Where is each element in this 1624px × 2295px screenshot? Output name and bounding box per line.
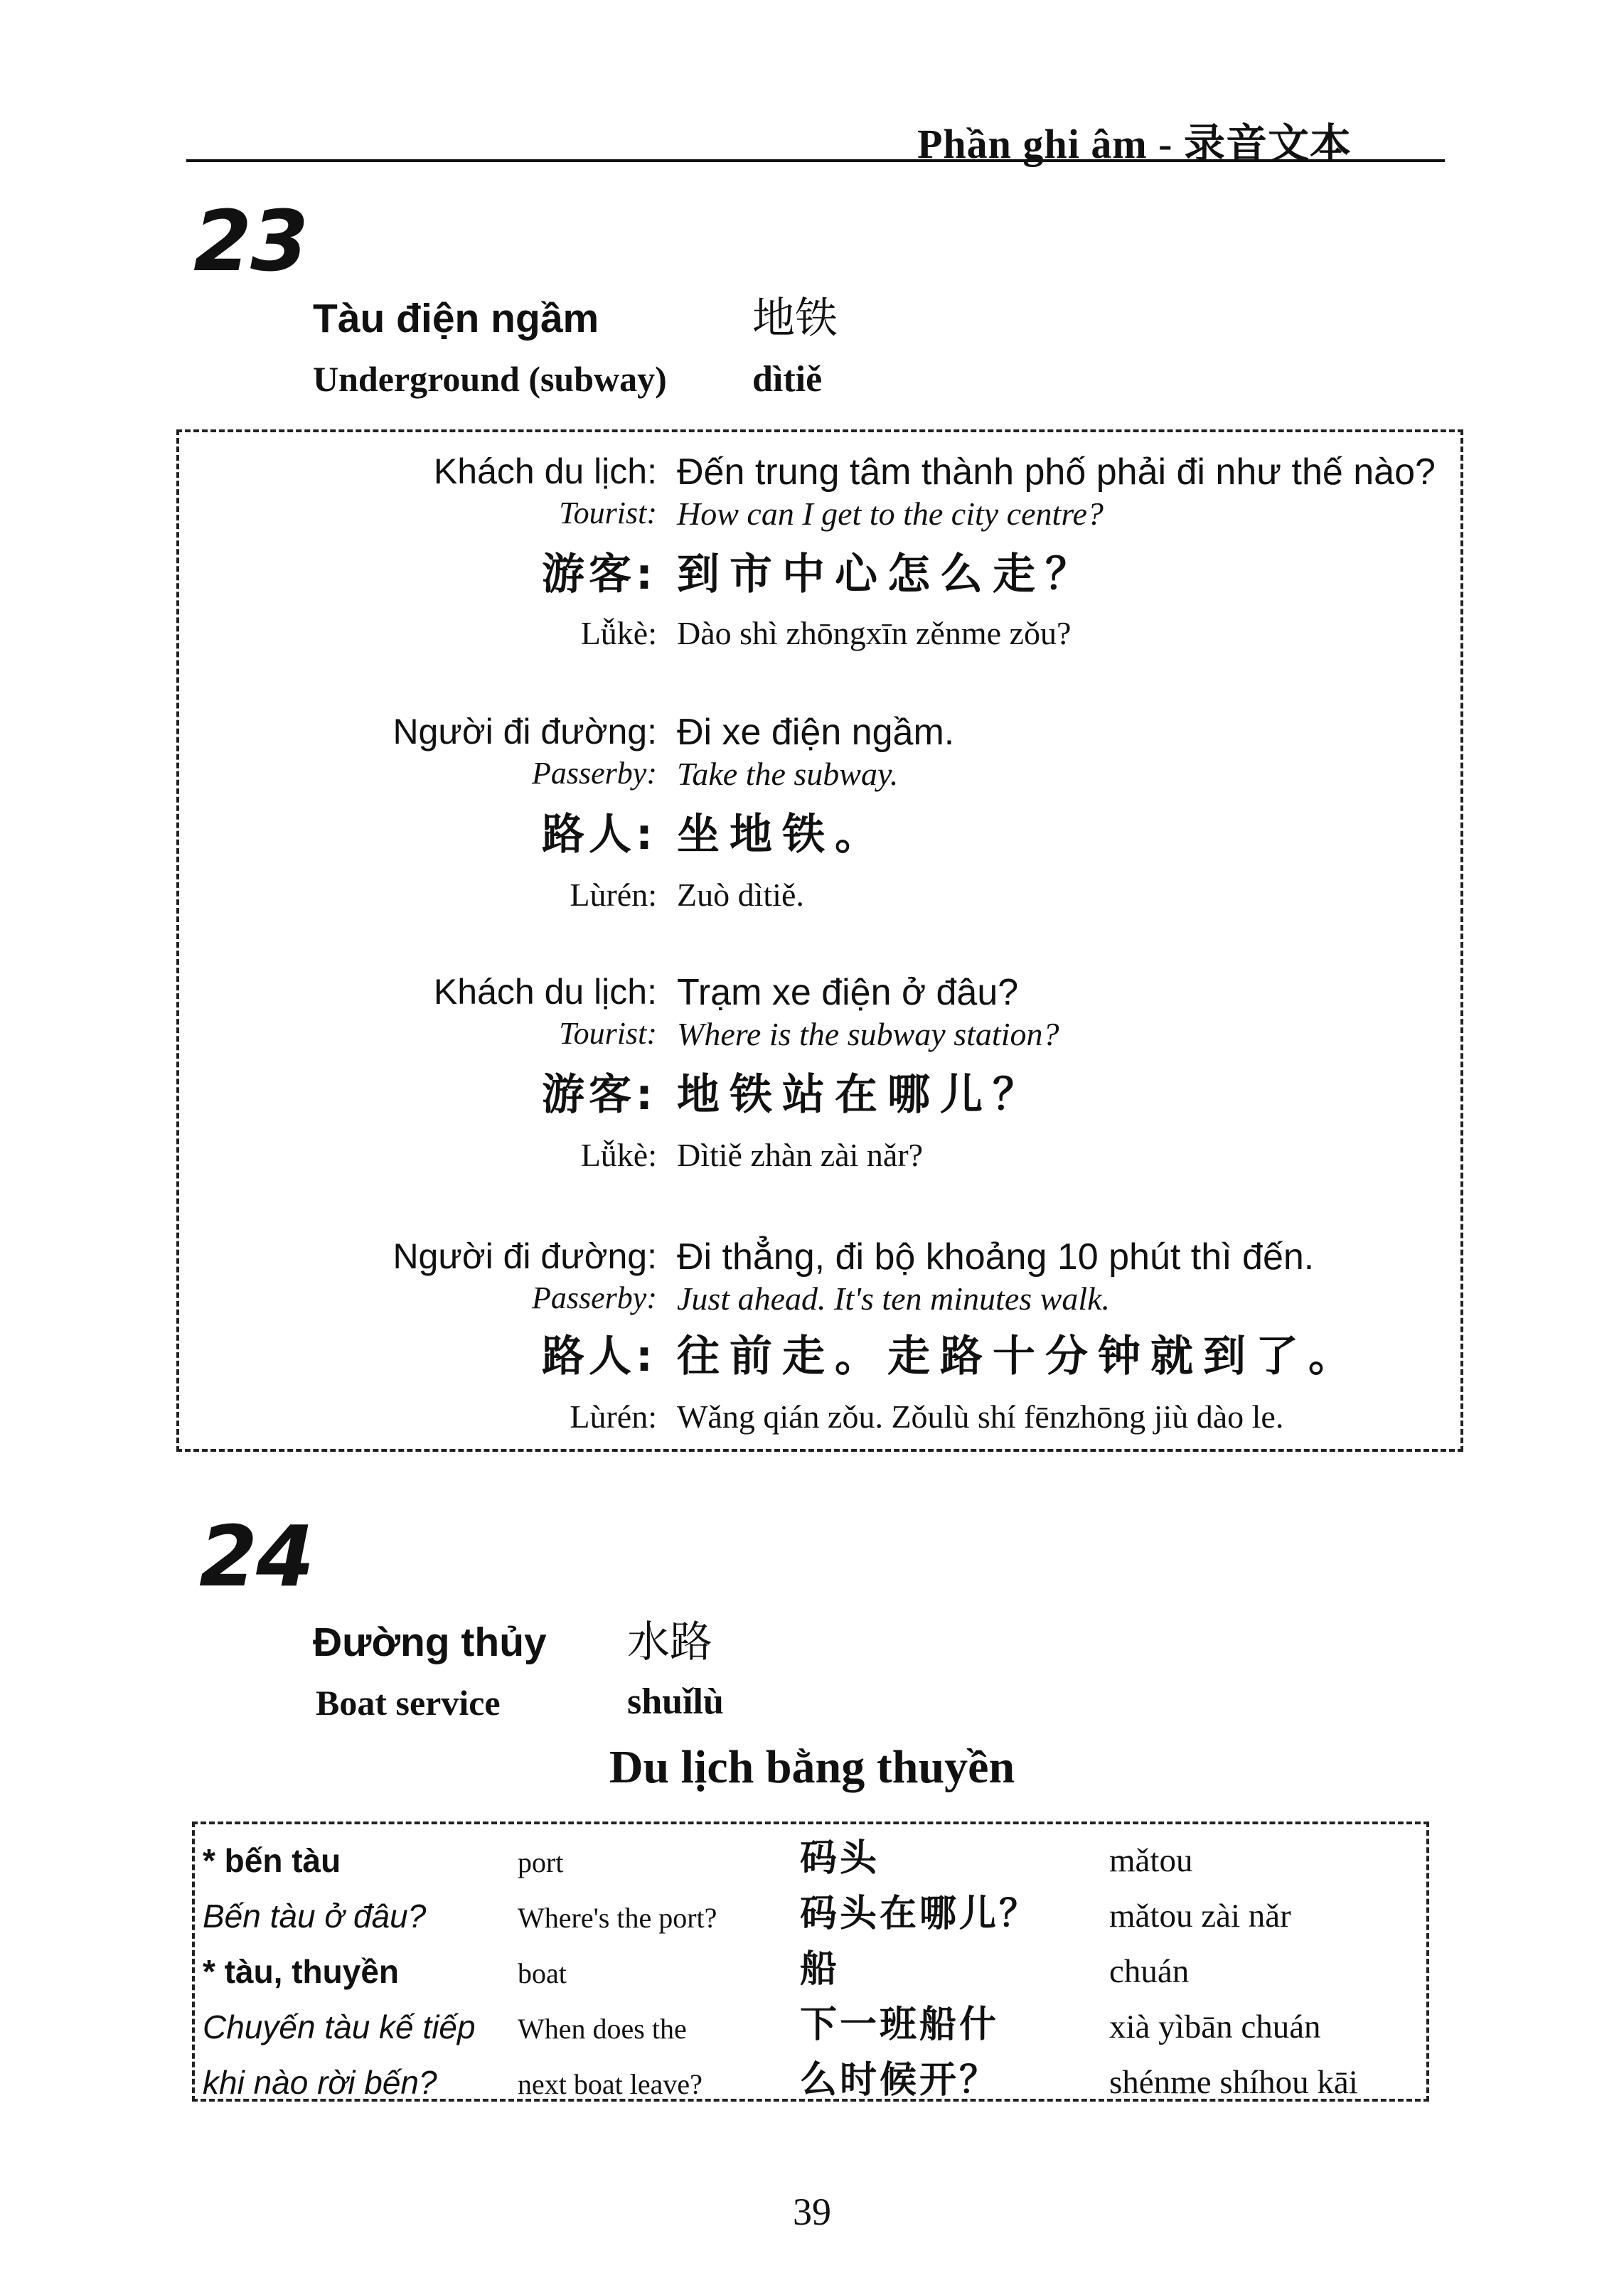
vocab-pinyin: xià yìbān chuán <box>1109 2008 1321 2045</box>
line-text-pinyin: Zuò dìtiě. <box>677 877 804 913</box>
vocab-vn: Bến tàu ở đâu? <box>203 1898 427 1935</box>
vocab-zh: 船 <box>800 1948 840 1991</box>
line-text-vn: Trạm xe điện ở đâu? <box>677 972 1019 1013</box>
vocab-vn: khi nào rời bến? <box>203 2064 437 2101</box>
section-subtitle: Du lịch bằng thuyền <box>609 1741 1015 1793</box>
line-text-en: Just ahead. It's ten minutes walk. <box>677 1280 1111 1317</box>
lesson-23-title-pinyin: dìtiě <box>752 359 823 400</box>
lesson-23-title-zh: 地铁 <box>752 294 838 343</box>
speaker-label-zh: 游客: <box>542 550 657 599</box>
lesson-24-title-en: Boat service <box>316 1683 501 1723</box>
speaker-label-en: Tourist: <box>559 496 657 530</box>
speaker-label-pinyin: Lǚkè: <box>580 1137 657 1173</box>
lesson-24-title-vn: Đường thủy <box>313 1620 547 1665</box>
vocab-vn: * bến tàu <box>203 1842 341 1879</box>
vocab-zh: 码头在哪儿？ <box>800 1893 1040 1935</box>
vocab-zh: 下一班船什 <box>800 2004 1000 2046</box>
speaker-label-en: Passerby: <box>532 756 657 791</box>
line-text-pinyin: Dìtiě zhàn zài nǎr? <box>677 1137 924 1173</box>
vocab-pinyin: mǎtou zài nǎr <box>1109 1898 1291 1935</box>
speaker-label-vn: Khách du lịch: <box>433 451 657 491</box>
line-text-vn: Đến trung tâm thành phố phải đi như thế nào? <box>677 451 1436 493</box>
speaker-label-vn: Khách du lịch: <box>433 972 657 1012</box>
vocab-en: next boat leave? <box>518 2068 703 2100</box>
speaker-label-zh: 路人: <box>542 1332 657 1381</box>
lesson-23-title-en: Underground (subway) <box>313 359 667 399</box>
vocab-en: boat <box>518 1957 567 1989</box>
header-rule <box>186 159 1445 162</box>
line-text-zh: 坐地铁。 <box>677 810 887 860</box>
line-text-en: How can I get to the city centre? <box>677 496 1104 532</box>
vocab-pinyin: mǎtou <box>1109 1842 1193 1879</box>
vocab-en: Where's the port? <box>518 1902 717 1934</box>
speaker-label-en: Tourist: <box>559 1016 657 1051</box>
vocab-pinyin: shénme shíhou kāi <box>1109 2064 1358 2101</box>
speaker-label-vn: Người đi đường: <box>392 1236 657 1276</box>
line-text-pinyin: Wǎng qián zǒu. Zǒulù shí fēnzhōng jiù dào le. <box>677 1398 1284 1435</box>
dialogue-box <box>176 429 1463 1452</box>
line-text-pinyin: Dào shì zhōngxīn zěnme zǒu? <box>677 615 1072 651</box>
lesson-23-title-vn: Tàu điện ngầm <box>313 296 599 341</box>
vocab-pinyin: chuán <box>1109 1953 1190 1990</box>
vocab-zh: 么时候开？ <box>800 2059 1000 2102</box>
vocab-en: When does the <box>518 2013 687 2045</box>
running-header: Phần ghi âm - 录音文本 <box>917 121 1352 167</box>
speaker-label-zh: 游客: <box>542 1070 657 1120</box>
line-text-zh: 地铁站在哪儿？ <box>677 1070 1045 1120</box>
line-text-zh: 到市中心怎么走？ <box>677 550 1098 599</box>
line-text-en: Where is the subway station? <box>677 1016 1059 1052</box>
vocab-en: port <box>518 1846 564 1878</box>
vocab-vn: Chuyến tàu kế tiếp <box>203 2008 476 2045</box>
line-text-en: Take the subway. <box>677 756 899 792</box>
speaker-label-vn: Người đi đường: <box>392 712 657 751</box>
line-text-vn: Đi thẳng, đi bộ khoảng 10 phút thì đến. <box>677 1236 1315 1278</box>
vocab-vn: * tàu, thuyền <box>203 1953 400 1990</box>
lesson-24-title-zh: 水路 <box>627 1617 712 1667</box>
speaker-label-zh: 路人: <box>542 810 657 860</box>
lesson-24-number: 24 <box>199 1507 314 1605</box>
speaker-label-pinyin: Lùrén: <box>570 1398 657 1435</box>
line-text-zh: 往前走。走路十分钟就到了。 <box>677 1332 1361 1381</box>
lesson-24-title-pinyin: shuǐlù <box>627 1681 724 1722</box>
lesson-23-number: 23 <box>193 192 308 290</box>
speaker-label-en: Passerby: <box>532 1280 657 1315</box>
vocab-zh: 码头 <box>800 1837 880 1880</box>
speaker-label-pinyin: Lǚkè: <box>580 615 657 651</box>
page-number: 39 <box>793 2190 831 2233</box>
line-text-vn: Đi xe điện ngầm. <box>677 712 955 753</box>
speaker-label-pinyin: Lùrén: <box>570 877 657 913</box>
